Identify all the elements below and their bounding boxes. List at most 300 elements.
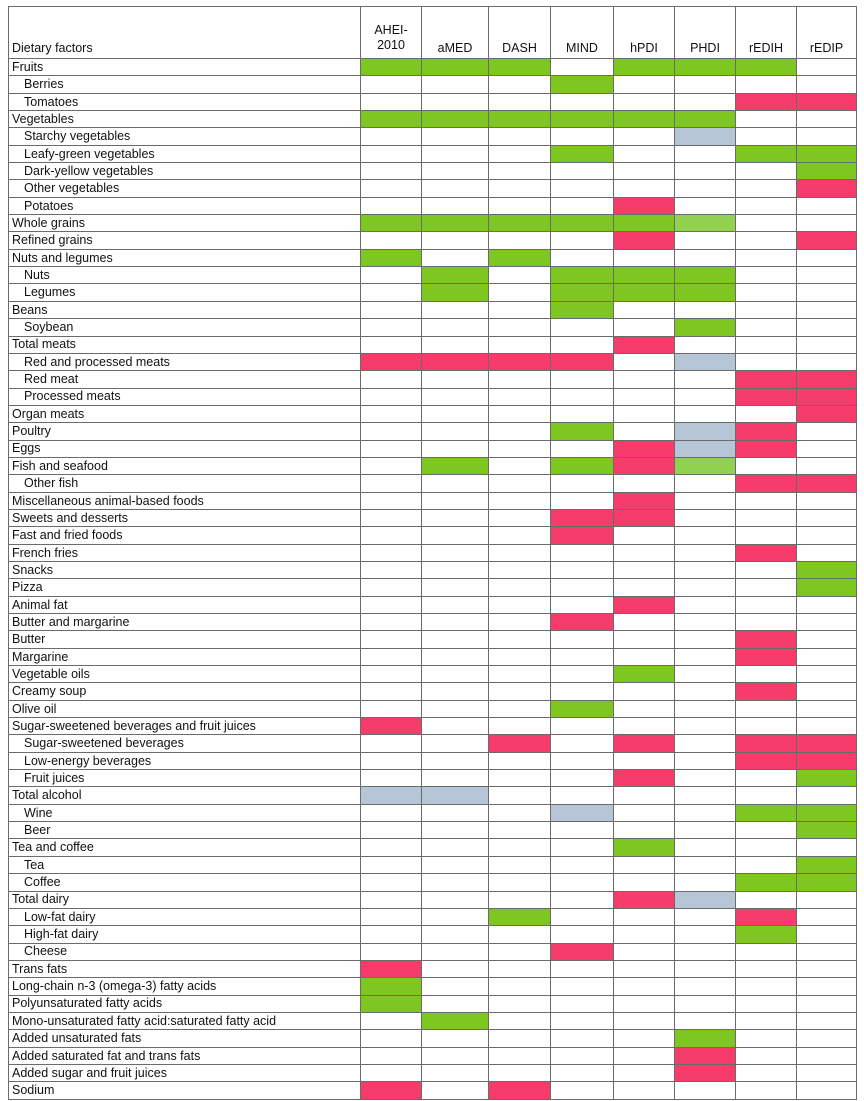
- score-cell: [361, 648, 422, 665]
- score-cell: [675, 457, 736, 474]
- score-cell: [675, 388, 736, 405]
- score-cell: [551, 353, 614, 370]
- score-cell: [551, 284, 614, 301]
- score-cell: [614, 1064, 675, 1081]
- score-cell: [614, 423, 675, 440]
- score-cell: [736, 666, 797, 683]
- score-cell: [736, 145, 797, 162]
- score-cell: [675, 926, 736, 943]
- table-row: [9, 718, 857, 735]
- score-cell: [797, 1012, 857, 1029]
- dietary-factor-label: Fruit juices: [9, 770, 361, 787]
- score-cell: [361, 804, 422, 821]
- score-cell: [361, 475, 422, 492]
- score-cell: [797, 752, 857, 769]
- dietary-factor-label: Olive oil: [9, 700, 361, 717]
- score-cell: [361, 544, 422, 561]
- score-cell: [489, 1047, 551, 1064]
- score-cell: [675, 839, 736, 856]
- score-cell: [797, 249, 857, 266]
- score-cell: [614, 874, 675, 891]
- score-cell: [736, 1082, 797, 1099]
- score-cell: [361, 631, 422, 648]
- dietary-factor-label: Total alcohol: [9, 787, 361, 804]
- score-cell: [675, 648, 736, 665]
- score-cell: [361, 163, 422, 180]
- dietary-factor-label: Nuts and legumes: [9, 249, 361, 266]
- score-cell: [736, 1012, 797, 1029]
- score-cell: [797, 319, 857, 336]
- score-cell: [489, 561, 551, 578]
- table-row: [9, 197, 857, 214]
- score-cell: [422, 232, 489, 249]
- score-cell: [675, 440, 736, 457]
- score-cell: [736, 232, 797, 249]
- score-cell: [551, 735, 614, 752]
- table-row: [9, 978, 857, 995]
- score-cell: [797, 561, 857, 578]
- score-cell: [675, 804, 736, 821]
- table-row: [9, 631, 857, 648]
- score-cell: [614, 926, 675, 943]
- table-row: [9, 232, 857, 249]
- score-cell: [736, 770, 797, 787]
- score-cell: [551, 614, 614, 631]
- score-cell: [361, 388, 422, 405]
- dietary-factor-label: Dark-yellow vegetables: [9, 163, 361, 180]
- score-cell: [489, 995, 551, 1012]
- table-row: [9, 301, 857, 318]
- header-ahei-2010: AHEI-2010: [361, 7, 422, 59]
- dietary-factor-label: Coffee: [9, 874, 361, 891]
- table-row: [9, 839, 857, 856]
- table-row: [9, 891, 857, 908]
- score-cell: [675, 423, 736, 440]
- score-cell: [797, 301, 857, 318]
- score-cell: [736, 960, 797, 977]
- dietary-factor-label: Sodium: [9, 1082, 361, 1099]
- score-cell: [422, 839, 489, 856]
- table-row: [9, 874, 857, 891]
- dietary-factor-label: Sugar-sweetened beverages: [9, 735, 361, 752]
- dietary-factor-label: Leafy-green vegetables: [9, 145, 361, 162]
- dietary-factor-label: Margarine: [9, 648, 361, 665]
- score-cell: [489, 336, 551, 353]
- table-row: [9, 128, 857, 145]
- score-cell: [489, 874, 551, 891]
- score-cell: [797, 683, 857, 700]
- score-cell: [797, 353, 857, 370]
- score-cell: [422, 371, 489, 388]
- score-cell: [614, 59, 675, 76]
- score-cell: [797, 978, 857, 995]
- table-row: [9, 388, 857, 405]
- score-cell: [736, 475, 797, 492]
- score-cell: [614, 579, 675, 596]
- table-row: [9, 405, 857, 422]
- score-cell: [675, 700, 736, 717]
- header-phdi: PHDI: [675, 7, 736, 59]
- score-cell: [361, 770, 422, 787]
- score-cell: [551, 631, 614, 648]
- score-cell: [551, 1064, 614, 1081]
- score-cell: [614, 822, 675, 839]
- dietary-factor-label: Miscellaneous animal-based foods: [9, 492, 361, 509]
- score-cell: [361, 249, 422, 266]
- score-cell: [797, 960, 857, 977]
- dietary-factor-label: Long-chain n-3 (omega-3) fatty acids: [9, 978, 361, 995]
- score-cell: [422, 804, 489, 821]
- table-row: [9, 752, 857, 769]
- score-cell: [797, 995, 857, 1012]
- score-cell: [736, 683, 797, 700]
- table-row: [9, 440, 857, 457]
- dietary-factor-label: Low-fat dairy: [9, 908, 361, 925]
- score-cell: [422, 475, 489, 492]
- score-cell: [614, 891, 675, 908]
- score-cell: [614, 163, 675, 180]
- score-cell: [551, 232, 614, 249]
- dietary-factor-label: Beans: [9, 301, 361, 318]
- score-cell: [489, 423, 551, 440]
- score-cell: [675, 683, 736, 700]
- score-cell: [736, 1030, 797, 1047]
- score-cell: [614, 145, 675, 162]
- score-cell: [736, 978, 797, 995]
- score-cell: [551, 527, 614, 544]
- score-cell: [675, 1030, 736, 1047]
- score-cell: [422, 180, 489, 197]
- score-cell: [361, 822, 422, 839]
- table-row: [9, 111, 857, 128]
- score-cell: [736, 336, 797, 353]
- score-cell: [797, 1047, 857, 1064]
- table-row: [9, 804, 857, 821]
- score-cell: [797, 197, 857, 214]
- dietary-factor-label: Tomatoes: [9, 93, 361, 110]
- score-cell: [361, 735, 422, 752]
- score-cell: [614, 856, 675, 873]
- score-cell: [736, 822, 797, 839]
- score-cell: [551, 752, 614, 769]
- table-row: [9, 579, 857, 596]
- score-cell: [797, 735, 857, 752]
- score-cell: [551, 700, 614, 717]
- score-cell: [797, 856, 857, 873]
- table-row: [9, 59, 857, 76]
- score-cell: [797, 908, 857, 925]
- score-cell: [797, 405, 857, 422]
- dietary-factor-label: Added sugar and fruit juices: [9, 1064, 361, 1081]
- score-cell: [489, 492, 551, 509]
- score-cell: [736, 614, 797, 631]
- dietary-factor-label: Trans fats: [9, 960, 361, 977]
- score-cell: [675, 544, 736, 561]
- score-cell: [422, 596, 489, 613]
- score-cell: [489, 215, 551, 232]
- score-cell: [675, 319, 736, 336]
- score-cell: [361, 856, 422, 873]
- score-cell: [614, 683, 675, 700]
- score-cell: [736, 527, 797, 544]
- dietary-factor-label: Cheese: [9, 943, 361, 960]
- score-cell: [614, 787, 675, 804]
- table-row: [9, 249, 857, 266]
- score-cell: [551, 197, 614, 214]
- score-cell: [489, 960, 551, 977]
- score-cell: [551, 1030, 614, 1047]
- score-cell: [797, 111, 857, 128]
- score-cell: [614, 197, 675, 214]
- score-cell: [736, 631, 797, 648]
- score-cell: [675, 943, 736, 960]
- score-cell: [489, 475, 551, 492]
- score-cell: [361, 752, 422, 769]
- score-cell: [422, 405, 489, 422]
- score-cell: [551, 492, 614, 509]
- score-cell: [614, 943, 675, 960]
- score-cell: [422, 128, 489, 145]
- table-row: [9, 943, 857, 960]
- score-cell: [489, 1012, 551, 1029]
- score-cell: [675, 614, 736, 631]
- score-cell: [675, 995, 736, 1012]
- table-row: [9, 666, 857, 683]
- score-cell: [489, 1064, 551, 1081]
- score-cell: [797, 267, 857, 284]
- score-cell: [422, 76, 489, 93]
- score-cell: [797, 475, 857, 492]
- score-cell: [797, 1064, 857, 1081]
- score-cell: [361, 839, 422, 856]
- table-row: [9, 371, 857, 388]
- score-cell: [675, 1082, 736, 1099]
- score-cell: [551, 683, 614, 700]
- score-cell: [551, 371, 614, 388]
- score-cell: [361, 440, 422, 457]
- score-cell: [797, 492, 857, 509]
- score-cell: [614, 93, 675, 110]
- score-cell: [489, 145, 551, 162]
- score-cell: [736, 59, 797, 76]
- dietary-factor-label: High-fat dairy: [9, 926, 361, 943]
- dietary-factor-label: Mono-unsaturated fatty acid:saturated fatty acid: [9, 1012, 361, 1029]
- score-cell: [361, 1047, 422, 1064]
- score-cell: [614, 735, 675, 752]
- score-cell: [675, 735, 736, 752]
- score-cell: [551, 874, 614, 891]
- score-cell: [489, 770, 551, 787]
- score-cell: [489, 718, 551, 735]
- score-cell: [422, 145, 489, 162]
- score-cell: [551, 960, 614, 977]
- table-row: [9, 1082, 857, 1099]
- score-cell: [614, 527, 675, 544]
- score-cell: [675, 111, 736, 128]
- score-cell: [675, 770, 736, 787]
- score-cell: [361, 596, 422, 613]
- score-cell: [361, 371, 422, 388]
- score-cell: [489, 405, 551, 422]
- score-cell: [797, 93, 857, 110]
- score-cell: [614, 215, 675, 232]
- table-row: [9, 960, 857, 977]
- score-cell: [675, 475, 736, 492]
- score-cell: [551, 891, 614, 908]
- score-cell: [422, 666, 489, 683]
- score-cell: [797, 718, 857, 735]
- score-cell: [361, 319, 422, 336]
- score-cell: [736, 752, 797, 769]
- score-cell: [489, 128, 551, 145]
- score-cell: [797, 631, 857, 648]
- header-amed: aMED: [422, 7, 489, 59]
- score-cell: [422, 1012, 489, 1029]
- score-cell: [797, 1030, 857, 1047]
- table-row: [9, 648, 857, 665]
- score-cell: [675, 596, 736, 613]
- score-cell: [489, 943, 551, 960]
- score-cell: [614, 353, 675, 370]
- score-cell: [422, 163, 489, 180]
- score-cell: [797, 509, 857, 526]
- score-cell: [736, 249, 797, 266]
- score-cell: [736, 891, 797, 908]
- score-cell: [489, 388, 551, 405]
- score-cell: [422, 926, 489, 943]
- dietary-factor-label: Fish and seafood: [9, 457, 361, 474]
- dietary-factor-label: Eggs: [9, 440, 361, 457]
- score-cell: [797, 371, 857, 388]
- table-row: [9, 423, 857, 440]
- score-cell: [614, 319, 675, 336]
- score-cell: [675, 787, 736, 804]
- score-cell: [489, 111, 551, 128]
- score-cell: [551, 111, 614, 128]
- score-cell: [361, 492, 422, 509]
- score-cell: [797, 804, 857, 821]
- score-cell: [422, 1082, 489, 1099]
- score-cell: [614, 128, 675, 145]
- score-cell: [797, 76, 857, 93]
- score-cell: [361, 787, 422, 804]
- score-cell: [489, 926, 551, 943]
- score-cell: [614, 492, 675, 509]
- score-cell: [675, 249, 736, 266]
- score-cell: [797, 614, 857, 631]
- score-cell: [736, 579, 797, 596]
- score-cell: [361, 683, 422, 700]
- score-cell: [797, 596, 857, 613]
- score-cell: [797, 926, 857, 943]
- score-cell: [422, 631, 489, 648]
- score-cell: [736, 492, 797, 509]
- score-cell: [675, 197, 736, 214]
- dietary-factor-label: Wine: [9, 804, 361, 821]
- score-cell: [551, 1012, 614, 1029]
- score-cell: [551, 579, 614, 596]
- score-cell: [675, 145, 736, 162]
- table-row: [9, 180, 857, 197]
- score-cell: [614, 666, 675, 683]
- score-cell: [422, 509, 489, 526]
- dietary-factor-label: French fries: [9, 544, 361, 561]
- score-cell: [422, 492, 489, 509]
- score-cell: [675, 561, 736, 578]
- score-cell: [489, 579, 551, 596]
- score-cell: [736, 440, 797, 457]
- score-cell: [675, 59, 736, 76]
- score-cell: [736, 874, 797, 891]
- score-cell: [614, 770, 675, 787]
- score-cell: [551, 509, 614, 526]
- score-cell: [422, 249, 489, 266]
- table-row: [9, 215, 857, 232]
- score-cell: [489, 804, 551, 821]
- score-cell: [361, 59, 422, 76]
- score-cell: [361, 76, 422, 93]
- score-cell: [675, 856, 736, 873]
- score-cell: [614, 371, 675, 388]
- score-cell: [736, 423, 797, 440]
- score-cell: [551, 804, 614, 821]
- score-cell: [422, 527, 489, 544]
- score-cell: [797, 388, 857, 405]
- score-cell: [736, 995, 797, 1012]
- score-cell: [736, 319, 797, 336]
- score-cell: [675, 284, 736, 301]
- score-cell: [422, 111, 489, 128]
- score-cell: [489, 666, 551, 683]
- score-cell: [736, 180, 797, 197]
- score-cell: [422, 891, 489, 908]
- table-row: [9, 856, 857, 873]
- table-row: [9, 735, 857, 752]
- score-cell: [614, 648, 675, 665]
- score-cell: [614, 752, 675, 769]
- score-cell: [551, 336, 614, 353]
- header-redih: rEDIH: [736, 7, 797, 59]
- dietary-factor-label: Starchy vegetables: [9, 128, 361, 145]
- score-cell: [361, 457, 422, 474]
- score-cell: [361, 908, 422, 925]
- score-cell: [797, 943, 857, 960]
- score-cell: [489, 614, 551, 631]
- score-cell: [675, 1064, 736, 1081]
- table-row: [9, 319, 857, 336]
- score-cell: [551, 926, 614, 943]
- score-cell: [675, 232, 736, 249]
- dietary-factor-label: Total dairy: [9, 891, 361, 908]
- dietary-factor-label: Tea: [9, 856, 361, 873]
- score-cell: [736, 926, 797, 943]
- score-cell: [489, 631, 551, 648]
- score-cell: [614, 284, 675, 301]
- score-cell: [736, 561, 797, 578]
- score-cell: [489, 1030, 551, 1047]
- score-cell: [422, 267, 489, 284]
- table-row: [9, 770, 857, 787]
- score-cell: [361, 232, 422, 249]
- table-row: [9, 822, 857, 839]
- score-cell: [614, 596, 675, 613]
- score-cell: [614, 978, 675, 995]
- score-cell: [736, 1047, 797, 1064]
- table-row: [9, 284, 857, 301]
- score-cell: [614, 457, 675, 474]
- score-cell: [489, 1082, 551, 1099]
- score-cell: [489, 596, 551, 613]
